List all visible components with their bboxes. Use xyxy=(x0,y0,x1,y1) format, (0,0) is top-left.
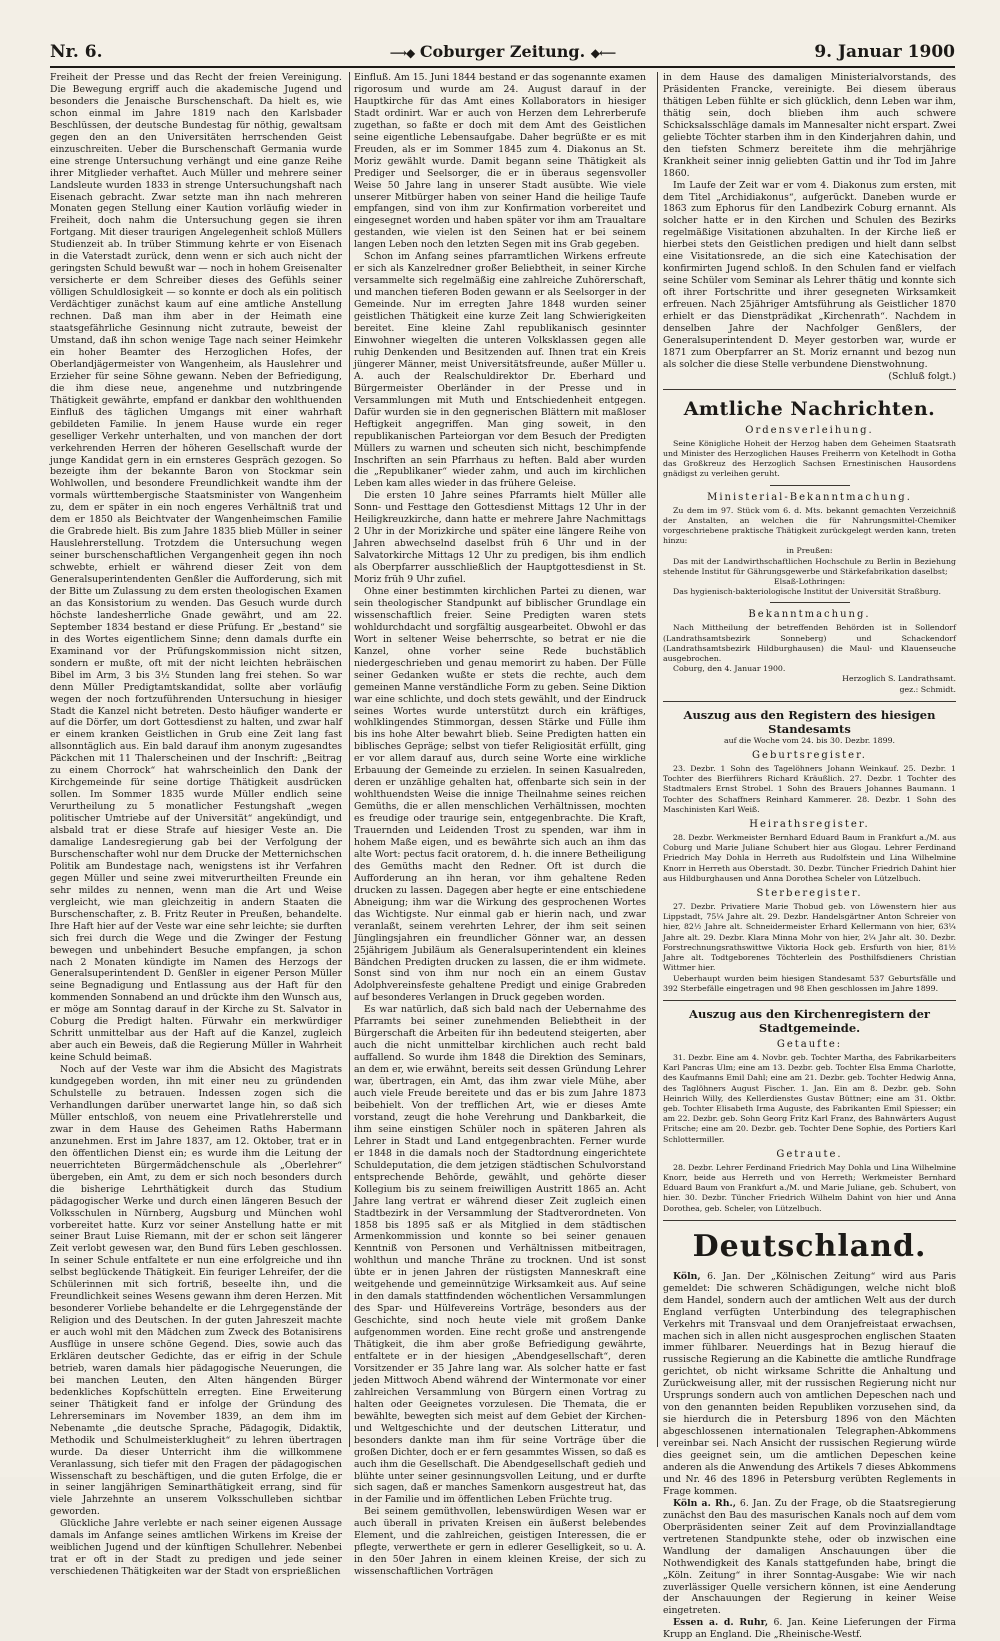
column-2 xyxy=(354,72,646,1578)
section-rule xyxy=(663,1000,956,1001)
dateline-place: Köln, xyxy=(673,1270,701,1282)
article-paragraph: Glückliche Jahre verlebte er nach seiner eigenen Aussage damals im Anfange seines amtlichen Wirkens im Kreise der weiblichen Jugend und der künftigen Schullehrer. Nebenbei trat er oft in der Stadt zu predigen und jede seiner verschiedenen Thätigkeiten war der Stadt von ersprießlichen xyxy=(50,1518,342,1578)
issue-number: Nr. 6. xyxy=(50,42,103,62)
masthead-rule xyxy=(50,66,955,68)
news-item-cologne xyxy=(663,1271,956,1498)
announcement-text: Nach Mittheilung der betreffenden Behörden ist in Sollendorf (Landrathsamtsbezirk Sonneberg) und Schackendorf (Landrathsamtsbezirk Hildburghausen) die Maul- und Klauenseuche ausgebrochen. xyxy=(663,623,956,664)
right-arrow-ornament: ◆⟵ xyxy=(590,46,616,60)
births-text: 23. Dezbr. 1 Sohn des Tagelöhners Johann Weinkauf. 25. Dezbr. 1 Tochter des Bierführers Richard Kräußlich. 27. Dezbr. 1 Tochter des Stadtmalers Ernst Strobel. 1 Sohn des Brauers Johannes Baumann. 1 Tochter des Schaffners Reinhard Kammerer. 28. Dezbr. 1 Sohn des Maschinisten Karl Weiß. xyxy=(663,764,956,814)
article-paragraph: Noch auf der Veste war ihm die Absicht des Magistrats kundgegeben worden, ihn mit einer neu zu gründenden Schulstelle zu betrauen. Indessen zogen sich die Verhandlungen darüber unerwartet lange hin, so daß sich Müller entschloß, von neuem eine Privatlehrerstelle und zwar in dem Hause des Geheimen Raths Habermann anzunehmen. Erst im Jahre 1837, am 12. Oktober, trat er in den öffentlichen Dienst ein; es wurde ihm die Leitung der neuerrichteten Bürgermädchenschule als „Oberlehrer“ übergeben, ein Amt, zu dem er sich noch besonders durch die bisherige Lehrthätigkeit durch das Studium pädagogischer Werke und durch einen längeren Besuch der Volksschulen in Nürnberg, Augsburg und München wohl vorbereitet hatte. Kurz vor seiner Anstellung hatte er mit seiner Braut Luise Riemann, mit der er schon seit längerer Zeit verlobt gewesen war, den Bund fürs Leben geschlossen. In seiner Schule entfaltete er nun eine erfolgreiche und ihn selbst beglückende Thätigkeit. Ein feuriger Lehreifer, der die Schülerinnen mit sich fortriß, beseelte ihn, und die Freundlichkeit seines Wesens gewann ihm deren Herzen. Mit besonderer Vorliebe behandelte er die Lehrgegenstände der Religion und des Deutschen. In der guten Jahreszeit machte er auch wohl mit den Mädchen zum Zweck des Botanisirens Ausflüge in unsere schöne Gegend. Dies, sowie auch das Erklären deutscher Gedichte, das er eifrig in der Schule betrieb, waren damals hier pädagogische Neuerungen, die bei manchen Leuten, den Alten hängenden Bürger bedenkliches Kopfschütteln erregten. Eine Erweiterung seiner Thätigkeit fand er infolge der Gründung des Lehrerseminars im November 1839, an dem ihm im Nebenamte „die deutsche Sprache, Pädagogik, Didaktik, Methodik und Schulmeisterklugheit“ zu lehren übertragen wurde. Da dieser Unterricht ihm die willkommene Veranlassung, sich tiefer mit den Fragen der pädagogischen Wissenschaft zu beschäftigen, und die guten Erfolge, die er in seiner langjährigen Seminarthätigkeit errang, sind für viele Jahrzehnte an unserem Volksschulleben sichtbar geworden. xyxy=(50,1064,342,1518)
column-separator xyxy=(657,72,658,1447)
announcement-heading: Bekanntmachung. xyxy=(748,609,871,621)
article-paragraph: Einfluß. Am 15. Juni 1844 bestand er das sogenannte examen rigorosum und wurde am 24. August darauf in der Hauptkirche für das Amt eines Kollaborators in hiesiger Stadt ordinirt. War er auch von Herzen dem Lehrerberufe zugethan, so faßte er doch mit dem Amt des Geistlichen seine eigentliche Lebensaufgabe. Daher begrüßte er es mit Freuden, als er im Sommer 1845 zum 4. Diakonus an St. Moriz gewählt wurde. Damit begann seine Thätigkeit als Prediger und Seelsorger, die er in überaus segensvoller Weise 50 Jahre lang in unserer Stadt ausübte. Wie viele unserer Mitbürger haben von seiner Hand die heilige Taufe empfangen, sind von ihm zur Konfirmation vorbereitet und eingesegnet worden und haben später vor ihm am Traualtare gestanden, wie vielen ist den Seinen hat er bei seinem langen Leben noch den letzten Segen mit ins Grab gegeben. xyxy=(354,72,646,251)
announcement-notice xyxy=(663,623,956,694)
marriages-section xyxy=(663,833,956,884)
dateline-place: Köln a. Rh., xyxy=(673,1497,736,1509)
official-news-title: Amtliche Nachrichten. xyxy=(683,397,936,420)
ministerial-item: Das hygienisch-bakteriologische Institut der Universität Straßburg. xyxy=(673,587,941,597)
ministerial-text: Zu dem im 97. Stück vom 6. d. Mts. bekannt gemachten Verzeichniß der Anstalten, an welchen die für Nahrungsmittel-Chemiker vorgeschriebene praktische Thätigkeit zurückgelegt werden kann, treten hinzu: xyxy=(663,505,956,546)
registry-subtitle: auf die Woche vom 24. bis 30. Dezbr. 1899. xyxy=(723,735,896,745)
article-paragraph: Ohne einer bestimmten kirchlichen Partei zu dienen, war sein theologischer Standpunkt auf biblischer Grundlage ein wissenschaftlich freier. Seine Predigten waren stets wohldurchdacht und sorgfältig ausgearbeitet. Obwohl er das Wort in seltener Weise beherrschte, so betrat er nie die Kanzel, ohne vorher seine Rede buchstäblich niedergeschrieben und genau memorirt zu haben. Der Fülle seiner Gedanken wußte er stets die rechte, auch dem gemeinen Manne verständliche Form zu geben. Seine Diktion war eine schlichte, und doch stets gewählt, und der Eindruck seines Wortes wurde unterstützt durch ein kräftiges, wohlklingendes Stimmorgan, dessen Stärke und Fülle ihm bis ins hohe Alter bewahrt blieb. Seine Predigten hatten ein biblisches Gepräge; selbst von tiefer Religiosität erfüllt, ging er vor allem darauf aus, durch seine Worte eine wirkliche Erbauung der Gemeinde zu erzielen. In seinen Kasualreden, deren er unzählige gehalten hat, offenbarte sich sein in der wohlthuendsten Weise die innige Theilnahme seines reichen Gemüths, die er allen menschlichen Verhältnissen, mochten es freudige oder traurige sein, entgegenbrachte. Die Kraft, Trauernden und Leidenden Trost zu spenden, war ihm in hohem Maße eigen, und es bewährte sich auch an ihm das alte Wort: pectus facit oratorem, d. h. die innere Betheiligung des Gemüths macht den Redner. Oft ist durch die Aufforderung an ihn heran, vor ihm gehaltene Reden drucken zu lassen. Dagegen aber hegte er eine entschiedene Abneigung; ihm war die Wirkung des gesprochenen Wortes das Wichtigste. Nur einmal gab er hierin nach, und zwar veranlaßt, seinem verehrten Lehrer, der ihm seit seinen Jünglingsjahren ein freundlicher Gönner war, an dessen 25jährigem Jubiläum als Generalsuperintendent ein kleines Bändchen Predigten drucken zu lassen, die er ihm widmete. Sonst sind von ihm nur noch ein an einem Gustav Adolphvereinsfeste gehaltene Predigt und einige Grabreden auf besonderes Verlangen in Druck gegeben worden. xyxy=(354,585,646,1004)
announcement-signature-name: gez.: Schmidt. xyxy=(899,684,956,694)
article-paragraph: Schon im Anfang seines pfarramtlichen Wirkens erfreute er sich als Kanzelredner großer Beliebtheit, in seiner Kirche versammelte sich regelmäßig eine zahlreiche Zuhörerschaft, und manchen tieferen Boden gewann er als Seelsorger in der Gemeinde. Nur im erregten Jahre 1848 wurden seiner geistlichen Thätigkeit eine kurze Zeit lang Schwierigkeiten bereitet. Eine kleine Zahl republikanisch gesinnter Einwohner wiegelten die unteren Volksklassen gegen alle ruhig Denkenden und Besitzenden auf. Ihnen trat ein Kreis jüngerer Männer, meist Universitätsfreunde, außer Müller u. A. auch der Realschuldirektor Dr. Eberhard und Bürgermeister Oberländer in der Presse und in Versammlungen mit Muth und Entschiedenheit entgegen. Dafür wurden sie in den gegnerischen Blättern mit maßloser Heftigkeit angegriffen. Man ging soweit, in den republikanischen Parteiorgan vor dem Besuch der Predigten Müllers zu warnen und scheuten sich nicht, beschimpfende Inschriften an sein Pfarrhaus zu heften. Bald aber wurden die „Republikaner“ wieder zahm, und auch im kirchlichen Leben kam alles wieder in das frühere Geleise. xyxy=(354,251,646,490)
article-paragraph: Die ersten 10 Jahre seines Pfarramts hielt Müller alle Sonn- und Festtage den Gottesdienst Mittags 12 Uhr in der Heiligkreuzkirche, dann hatte er mehrere Jahre Nachmittags 2 Uhr in der Morizkirche und später eine längere Reihe von Jahren abwechselnd daselbst früh 6 Uhr und in der Salvatorkirche Mittags 12 Uhr zu predigen, bis ihm endlich als Oberpfarrer ausschließlich der Hauptgottesdienst in St. Moriz früh 9 Uhr zufiel. xyxy=(354,490,646,586)
baptisms-text: 31. Dezbr. Eine am 4. Novbr. geb. Tochter Martha, des Fabrikarbeiters Karl Pancras Ulm; eine am 13. Dezbr. geb. Tochter Elsa Emma Charlotte, des Kaufmanns Emil Dahl; eine am 21. Dezbr. geb. Tochter Hedwig Anna, des Taglöhners August Fischer. 1. Jan. Ein am 8. Dezbr. geb. Sohn Heinrich Willy, des Kellerdienstes Gustav Büttner; eine am 31. Oktbr. geb. Tochter Elisabeth Irma Auguste, des Fabrikanten Emil Spiesser; ein am 22. Dezbr. geb. Sohn Georg Fritz Karl Franz, des Bahnwärters August Fritsche; eine am 20. Dezbr. geb. Tochter Dene Sophie, des Portiers Karl Schlottermiller. xyxy=(663,1052,956,1144)
deaths-section xyxy=(663,902,956,994)
order-text: Seine Königliche Hoheit der Herzog haben dem Geheimen Staatsrath und Minister des Herzoglichen Hauses Freiherrn von Ketelhodt in Gotha das Großkreuz des Herzoglich Sachsen Ernestinischen Hausordens gnädigst zu verleihen geruht. xyxy=(663,438,956,479)
column-3 xyxy=(663,72,956,1641)
ministerial-notice xyxy=(663,506,956,598)
article-paragraph: Bei seinem gemüthvollen, lebenswürdigen Wesen war er auch überall in privaten Kreisen ein äußerst belebendes Element, und die zahlreichen, geistigen Interessen, die er pflegte, verwerthete er gern in edlerer Geselligkeit, so u. A. in den 50er Jahren in einem kleinen Kreise, der sich zu wissenschaftlichen Vorträgen xyxy=(354,1506,646,1578)
announcement-date: Coburg, den 4. Januar 1900. xyxy=(673,664,786,674)
ministerial-item: Das mit der Landwirthschaftlichen Hochschule zu Berlin in Beziehung stehende Institut für Gährungsgewerbe und Stärkefabrikation daselbst; xyxy=(663,556,956,576)
germany-section-title: Deutschland. xyxy=(692,1228,927,1264)
divider xyxy=(770,485,850,486)
deaths-text: 27. Dezbr. Privatiere Marie Thobud geb. von Löwenstern hier aus Lippstadt, 75¼ Jahre alt. 29. Dezbr. Handelsgärtner Anton Schreier von hier, 82½ Jahre alt. Schneidermeister Erhard Kellermann von hier, 63¼ Jahre alt. 29. Dezbr. Klara Minna Mohr von hier, 2¼ Jahr alt. 30. Dezbr. Forstrechnungsrathswittwe Viktoria Hock geb. Ersfurth von hier, 81½ Jahre alt. Todtgeborenes Töchterlein des Posthilfsdieners Christian Wittmer hier. xyxy=(663,902,956,973)
births-heading: Geburtsregister. xyxy=(752,750,867,762)
article-paragraph: Es war natürlich, daß sich bald nach der Uebernahme des Pfarramts bei seiner zunehmenden Beliebtheit in der Bürgerschaft die Arbeiten für ihn bedeutend steigerten, aber auch die nicht unmittelbar kirchlichen auch recht bald auffallend. So wurde ihm 1848 die Direktion des Seminars, an dem er, wie erwähnt, bereits seit dessen Gründung Lehrer war, übertragen, ein Amt, das ihm zwar viele Mühe, aber auch viele Freude bereitete und das er bis zum Jahre 1873 beibehielt. Von der trefflichen Art, wie er dieses Amte vorstand, zeugt die hohe Verehrung und Dankbarkeit, die ihm seine einstigen Schüler noch in späteren Jahren als Lehrer in Stadt und Land entgegenbrachten. Ferner wurde er 1848 in die damals noch der Stadtordnung eingerichtete Schuldeputation, die dem jetzigen städtischen Schulvorstand entsprechende Behörde, gewählt, und gehörte dieser Kollegium bis zu seinem freiwilligen Austritt 1865 an. Acht Jahre lang vertrat er während dieser Zeit zugleich einen Stadtbezirk in der Versammlung der Stadtverordneten. Von 1858 bis 1895 saß er als Mitglied in dem städtischen Armenkommission und konnte so bei seiner genauen Kenntniß von Personen und Verhältnissen mitbeitragen, wohlthun und manche Thräne zu trocknen. Und ist sonst übte er in jenen Jahren der rüstigsten Manneskraft eine weitgehende und gemeinnützige Wirksamkeit aus. Auf seine in den damals stattfindenden wöchentlichen Versammlungen des Spar- und Hülfevereins Vorträge, besonders aus der Geschichte, sind noch heute viele mit großem Danke aufgenommen worden. Eine recht große und anstrengende Thätigkeit, die ihm aber große Befriedigung gewährte, entfaltete er in der hiesigen „Abendgesellschaft“, deren Vorsitzender er 35 Jahre lang war. Als solcher hatte er fast jeden Mittwoch Abend während der Wintermonate vor einer zahlreichen Versammlung von Bürgern einen Vortrag zu halten oder Geeignetes vorzulesen. Die Themata, die er bewählte, bewegten sich meist auf dem Gebiet der Kirchen- und Weltgeschichte und der deutschen Litteratur, und besonders dankte man ihm für seine Vorträge über die großen Dichter, doch er er fern gesammtes Wissen, so daß es auch ihm die Gesellschaft. Die Abendgesellschaft gedieh und blühte unter seiner gesinnungsvollen Leitung, und er durfte sich sagen, daß er manches Samenkorn ausgestreut hat, das in der Familie und im öffentlichen Leben Früchte trug. xyxy=(354,1004,646,1506)
article-paragraph: Freiheit der Presse und das Recht der freien Vereinigung. Die Bewegung ergriff auch die akademische Jugend und besonders die Jenaische Burschenschaft. Da hielt es, wie schon einmal im Jahre 1819 nach den Karlsbader Beschlüssen, der deutsche Bundestag für nöthig, gewaltsam gegen den an den Universitäten herrschenden Geist einzuschreiten. Ueber die Burschenschaft Germania wurde eine strenge Untersuchung verhängt und eine ganze Reihe ihrer Mitglieder verhaftet. Auch Müller und mehrere seiner Landsleute wurden 1833 in strenge Untersuchungshaft nach Eisenach gebracht. Zwar setzte man ihn nach mehreren Monaten gegen Stellung einer Kaution vorläufig wieder in Freiheit, doch nahm die Untersuchung gegen sie ihren Fortgang. Mit dieser traurigen Angelegenheit schloß Müllers Studienzeit ab. In trüber Stimmung kehrte er von Eisenach in die Vaterstadt zurück, denn wenn er sich auch nicht der geringsten Schuld bewußt war — noch in hohem Greisenalter versicherte er dem Schreiber dieses des Gefühls seiner völligen Schuldlosigkeit — so konnte er doch als ein politisch Verdächtiger zunächst kaum auf eine amtliche Anstellung rechnen. Daß man ihm aber in der Heimath eine staatsgefährliche Gesinnung nicht zutraute, beweist der Umstand, daß ihn schon wenige Tage nach seiner Heimkehr ein hoher Beamter des Herzoglichen Hofes, der Oberlandjägermeister von Wangenheim, als Hauslehrer und Erzieher für seine Söhne gewann. Neben der Befriedigung, die ihm diese neue, angenehme und nutzbringende Thätigkeit gewährte, empfand er dankbar den wohlthuenden Einfluß des täglichen Umgangs mit einer wahrhaft gebildeten Familie. In jenem Hause wurde ein reger geselliger Verkehr unterhalten, und von manchen der dort verkehrenden Herren der höheren Gesellschaft wurde der junge Kandidat gern in ein ernsteres Gespräch gezogen. So bezeigte ihm der bekannte Baron von Stockmar sein Wohlwollen, und besondere Freundlichkeit wandte ihm der vormals württembergische Staatsminister von Wangenheim zu, dem er später in ein noch engeres Verhältniß trat und dem er 1850 als Beichtvater der Wangenheimschen Familie die Grabrede hielt. Bis zum Jahre 1835 blieb Müller in seiner Hauslehrerstellung. Trotzdem die Untersuchung wegen seiner burschenschaftlichen Vergangenheit gegen ihn noch schwebte, erhielt er während dieser Zeit von dem Generalsuperintendenten Genßler die Aufforderung, sich mit der Bitte um Zulassung zu dem ersten theologischen Examen an das Konsistorium zu wenden. Das Gesuch wurde durch höchste landesherrliche Gnade gewährt, und am 22. September 1834 bestand er diese Prüfung. Er „bestand“ sie in des Wortes eigentlichem Sinne; denn damals durfte ein Examinand vor der Prüfungskommission nicht sitzen, sondern er mußte, oft mit der nicht leichten hebräischen Bibel im Arm, 3 bis 3½ Stunden lang frei stehen. So war denn Müller Predigtamtskandidat, sollte aber vorläufig wegen der noch fortzuführenden Untersuchung in hiesiger Stadt die Kanzel nicht betreten. Desto häufiger wanderte er auf die Dörfer, um dort Gottesdienst zu halten, und zwar half er einem kranken Geistlichen in Grub eine Zeit lang fast allsonntäglich aus. Ein bald darauf ihm anonym zugesandtes Päckchen mit 11 Thalerscheinen und der Inschrift: „Beitrag zu einem Chorrock“ hat wahrscheinlich den Dank der Kirchgemeinde für seine dortige Thätigkeit ausdrücken sollen. Im Sommer 1835 wurde Müller endlich seine Verurtheilung zu 5 monatlicher Festungshaft „wegen politischer Umtriebe auf der Universität“ angekündigt, und alsbald trat er diese Strafe auf hiesiger Veste an. Die damalige Landesregierung gab bei der Verfolgung der Burschenschafter wohl nur dem Drucke der Metternichschen Politik am Bundestage nach, wenigstens ist ihr Verfahren gegen Müller und seine zwei mitverurtheilten Freunde ein sehr mildes zu nennen, wenn man die Art und Weise vergleicht, wie man gleichzeitig in andern Staaten die Burschenschafter, z. B. Fritz Reuter in Preußen, behandelte. Ihre Haft hier auf der Veste war eine sehr leichte; sie durften sich frei durch die Wege und die Zwinger der Festung bewegen und unbehindert Besuche empfangen, ja schon nach 2 Monaten kündigte im Namen des Herzogs der Generalsuperintendent D. Genßler in eigener Person Müller seine Begnadigung und Entlassung aus der Haft für den kommenden Sonnabend an und drückte ihm den Wunsch aus, er möge am Sonntag darauf in der Kirche zu St. Salvator in Coburg die Predigt halten. Fürwahr ein merkwürdiger Schritt unmittelbar aus der Haft auf die Kanzel, zugleich aber auch ein Beweis, daß die Regierung Müller in Wahrheit keine Schuld beimaß. xyxy=(50,72,342,1064)
marriages-text: 28. Dezbr. Werkmeister Bernhard Eduard Baum in Frankfurt a./M. aus Coburg und Marie Juliane Schubert hier aus Glogau. Lehrer Ferdinand Friedrich May Dohla in Herreth aus Rudolfstein und Lina Wilhelmine Knorr in Herreth aus Oberstadt. 30. Dezbr. Tüncher Friedrich Dahint hier aus Hildburghausen und Anna Dorothea Scheler von Lützelbuch. xyxy=(663,833,956,883)
article-paragraph: Im Laufe der Zeit war er vom 4. Diakonus zum ersten, mit dem Titel „Archidiakonus“, aufgerückt. Daneben wurde er 1863 zum Ephorus für den Landbezirk Coburg ernannt. Als solcher hatte er in den Kirchen und Schulen des Bezirks regelmäßige Visitationen abzuhalten. In der Kirche ließ er hierbei stets den Geistlichen predigen und hielt dann selbst eine Visitationsrede, an die sich eine Katechisation der konfirmirten Jugend schloß. In den Schulen fand er vielfach seine Schüler vom Seminar als Lehrer thätig und konnte sich oft ihrer Fortschritte und ihrer gesegneten Wirksamkeit erfreuen. Nach 25jähriger Amtsführung als Geistlicher 1870 erhielt er das Dienstprädikat „Kirchenrath“. Nachdem in denselben Jahre der Nachfolger Genßlers, der Generalsuperintendent D. Meyer gestorben war, wurde er 1871 zum Oberpfarrer an St. Moriz ernannt und bezog nun als solcher die diese Stelle verbundene Dienstwohnung. xyxy=(663,179,956,370)
registry-title: Auszug aus den Registern des hiesigen Standesamts xyxy=(683,707,936,736)
marriages-heading: Heirathsregister. xyxy=(749,819,870,831)
news-item-essen xyxy=(663,1617,956,1641)
weddings-section xyxy=(663,1163,956,1214)
ministerial-heading: Ministerial-Bekanntmachung. xyxy=(707,491,912,503)
section-rule xyxy=(663,1220,956,1221)
column-1 xyxy=(50,72,342,1578)
deaths-heading: Sterberegister. xyxy=(756,888,863,900)
column-separator xyxy=(349,72,350,1447)
article-paragraph: in dem Hause des damaligen Ministerialvorstands, des Präsidenten Francke, vereinigte. Bei diesem überaus thätigen Leben fühlte er sich glücklich, denn Leben war ihm, thätig sein, doch blieben ihm auch schwere Schicksalsschläge damals im Mannesalter nicht erspart. Zwei geliebte Töchter starben ihm in den Kinderjahren dahin, und den tiefsten Schmerz bereitete ihm die mehrjährige Krankheit seiner innig geliebten Gattin und ihr Tod im Jahre 1860. xyxy=(663,72,956,179)
news-text: 6. Jan. Zu der Frage, ob die Staatsregierung zunächst den Bau des masurischen Kanals noch auf dem vom Oberpräsidenten seiner Zeit auf dem Provinziallandtage vertretenen Standpunkte stehe, oder ob inzwischen eine Wandlung der damaligen Anschauungen über die Nothwendigkeit des Kanals stattgefunden habe, bringt die „Köln. Zeitung“ in ihrer Sonntag-Ausgabe: Wie wir nach zuverlässiger Quelle versichern können, ist eine Aenderung der Anschauungen der Regierung in keiner Weise eingetreten. xyxy=(663,1497,956,1617)
ministerial-alsace: Elsaß-Lothringen: xyxy=(773,577,846,587)
weddings-text: 28. Dezbr. Lehrer Ferdinand Friedrich May Dohla und Lina Wilhelmine Knorr, beide aus Herreth und von Herreth; Werkmeister Bernhard Eduard Baum von Frankfurt a./M. und Marie Juliane, geb. Schubert, von hier. 30. Dezbr. Tüncher Friedrich Wilhelm Dahint von hier und Anna Dorothea, geb. Scheler, von Lützelbuch. xyxy=(663,1162,956,1213)
baptisms-section xyxy=(663,1053,956,1145)
continued-note: (Schluß folgt.) xyxy=(888,370,956,382)
order-heading: Ordensverleihung. xyxy=(745,424,874,436)
dateline-place: Essen a. d. Ruhr, xyxy=(673,1617,769,1629)
left-arrow-ornament: ⟶◆ xyxy=(389,46,415,60)
news-text: 6. Jan. Keine Lieferungen der Firma Krupp an England. Die „Rheinische-Westf. xyxy=(663,1617,956,1641)
deaths-summary: Ueberhaupt wurden beim hiesigen Standesamt 537 Geburtsfälle und 392 Sterbefälle eingetragen und 98 Ehen geschlossen im Jahre 1899. xyxy=(663,973,956,993)
ministerial-prussia: in Preußen: xyxy=(786,546,833,556)
baptisms-heading: Getaufte: xyxy=(776,1038,843,1050)
news-item-cologne-rh xyxy=(663,1498,956,1618)
announcement-signature: Herzoglich S. Landrathsamt. xyxy=(842,674,956,684)
divider xyxy=(770,602,850,603)
births-section xyxy=(663,764,956,815)
section-rule xyxy=(663,701,956,702)
issue-date: 9. Januar 1900 xyxy=(814,42,955,62)
church-registry-title: Auszug aus den Kirchenregistern der Stadtgemeinde. xyxy=(689,1006,930,1035)
order-notice xyxy=(663,439,956,480)
section-rule xyxy=(663,389,956,390)
newspaper-title-text: Coburger Zeitung. xyxy=(419,42,586,61)
news-text: 6. Jan. Der „Kölnischen Zeitung“ wird aus Paris gemeldet: Die schweren Schädigungen, welche nicht bloß dem Handel, sondern auch der amtlichen Welt aus der durch England verfügten Unterbindung des telegraphischen Verkehrs mit Transvaal und dem Oranjefreistaat erwachsen, machen sich in allen nicht ausgesprochen englischen Staaten immer fühlbarer. Neuerdings hat in Bezug hierauf die russische Regierung an die Kabinette die amtliche Rundfrage gerichtet, ob nicht wirksame Schritte die Anhaltung und Zurückweisung aller, mit der russischen Regierung nicht nur Ursprungs sondern auch von amtlichen Depeschen nach und von den genannten beiden Republiken vorzusehen sind, da sie hierdurch die in Petersburg 1896 von den Mächten abgeschlossenen internationalen Telegraphen-Abkommens vereinbar sei. Nach Ansicht der russischen Regierung würde dies geeignet sein, um die amtlichen Depeschen keine anderen als die Anwendung des Artikels 7 dieses Abkommens und Nr. 46 des 1896 in Petersburg verübten Reglements in Frage kommen. xyxy=(663,1270,956,1497)
weddings-heading: Getraute. xyxy=(776,1148,843,1160)
